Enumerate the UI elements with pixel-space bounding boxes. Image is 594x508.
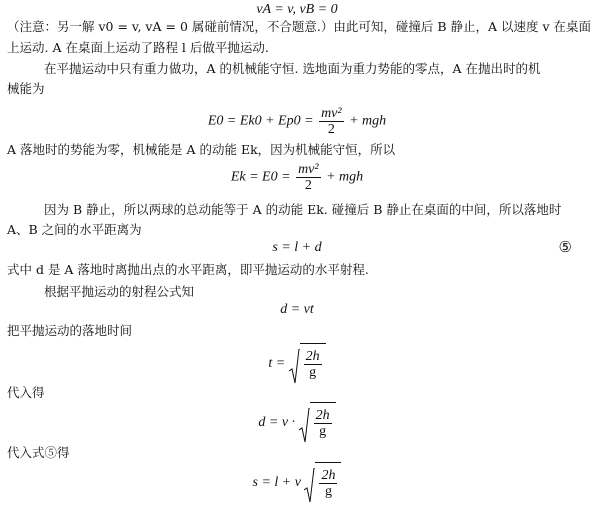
radical-sign [299, 408, 310, 444]
paragraph-line: 根据平抛运动的射程公式知 [44, 284, 195, 299]
equation-final-distance [0, 462, 594, 504]
fraction [304, 349, 322, 380]
fraction-numerator: 2h [305, 349, 320, 365]
equation-range: d = vt [280, 302, 314, 317]
radical-sign [289, 349, 300, 385]
equation-fall-time [0, 343, 594, 385]
paragraph-line: A 落地时的势能为零，机械能是 A 的动能 Ek，因为机械能守恒，所以 [7, 142, 396, 157]
equation-lhs: E0 = Ek0 + Ep0 = [207, 113, 314, 129]
fraction [319, 468, 337, 499]
fraction-numerator: 2h [321, 468, 336, 484]
paragraph-line: 代入得 [7, 385, 45, 400]
paragraph-line: （注意：另一解 v0 = v, vA = 0 属碰前情况，不合题意.）由此可知，碰撞后 B 静止，A 以速度 v 在桌面 [7, 19, 591, 34]
equation-number: ⑤ [558, 238, 572, 256]
fraction [314, 408, 332, 439]
fraction-numerator: mv² [321, 106, 342, 121]
fraction-numerator: 2h [315, 408, 330, 424]
fraction-denominator: g [319, 424, 327, 440]
equation-horizontal-distance: s = l + d [272, 240, 322, 255]
paragraph-line: 代入式⑤得 [7, 445, 70, 460]
fraction-denominator: 2 [304, 178, 312, 193]
paragraph-line: 械能为 [7, 81, 45, 96]
radical-sign [304, 468, 315, 504]
paragraph-line: 把平抛运动的落地时间 [7, 323, 133, 338]
equation-kinetic-energy [0, 162, 594, 193]
fraction-denominator: 2 [327, 122, 335, 137]
equation-lhs: Ek = E0 = [230, 169, 291, 185]
equation-mechanical-energy [0, 106, 594, 137]
equation-va-vb: vA = v, vB = 0 [256, 2, 338, 17]
equation-rhs: + mgh [349, 113, 387, 129]
square-root [304, 462, 341, 504]
equation-lhs: s = l + v [252, 475, 301, 491]
paragraph-line: A、B 之间的水平距离为 [7, 222, 142, 237]
equation-lhs: d = v · [258, 415, 296, 431]
fraction-numerator: mv² [298, 162, 319, 177]
paragraph-line: 在平抛运动中只有重力做功，A 的机械能守恒. 选地面为重力势能的零点，A 在抛出时的机 [44, 61, 541, 76]
equation-lhs: t = [268, 356, 286, 372]
fraction [319, 106, 344, 137]
equation-rhs: + mgh [326, 169, 364, 185]
square-root [299, 402, 336, 444]
fraction [296, 162, 321, 193]
fraction-denominator: g [324, 484, 332, 500]
paragraph-line: 上运动. A 在桌面上运动了路程 l 后做平抛运动. [7, 40, 269, 55]
fraction-denominator: g [309, 365, 317, 381]
equation-range-substituted [0, 402, 594, 444]
paragraph-line: 因为 B 静止，所以两球的总动能等于 A 的动能 Ek. 碰撞后 B 静止在桌面的中间，所以落地时 [44, 202, 562, 217]
square-root [289, 343, 326, 385]
paragraph-line: 式中 d 是 A 落地时离抛出点的水平距离，即平抛运动的水平射程. [7, 262, 369, 277]
